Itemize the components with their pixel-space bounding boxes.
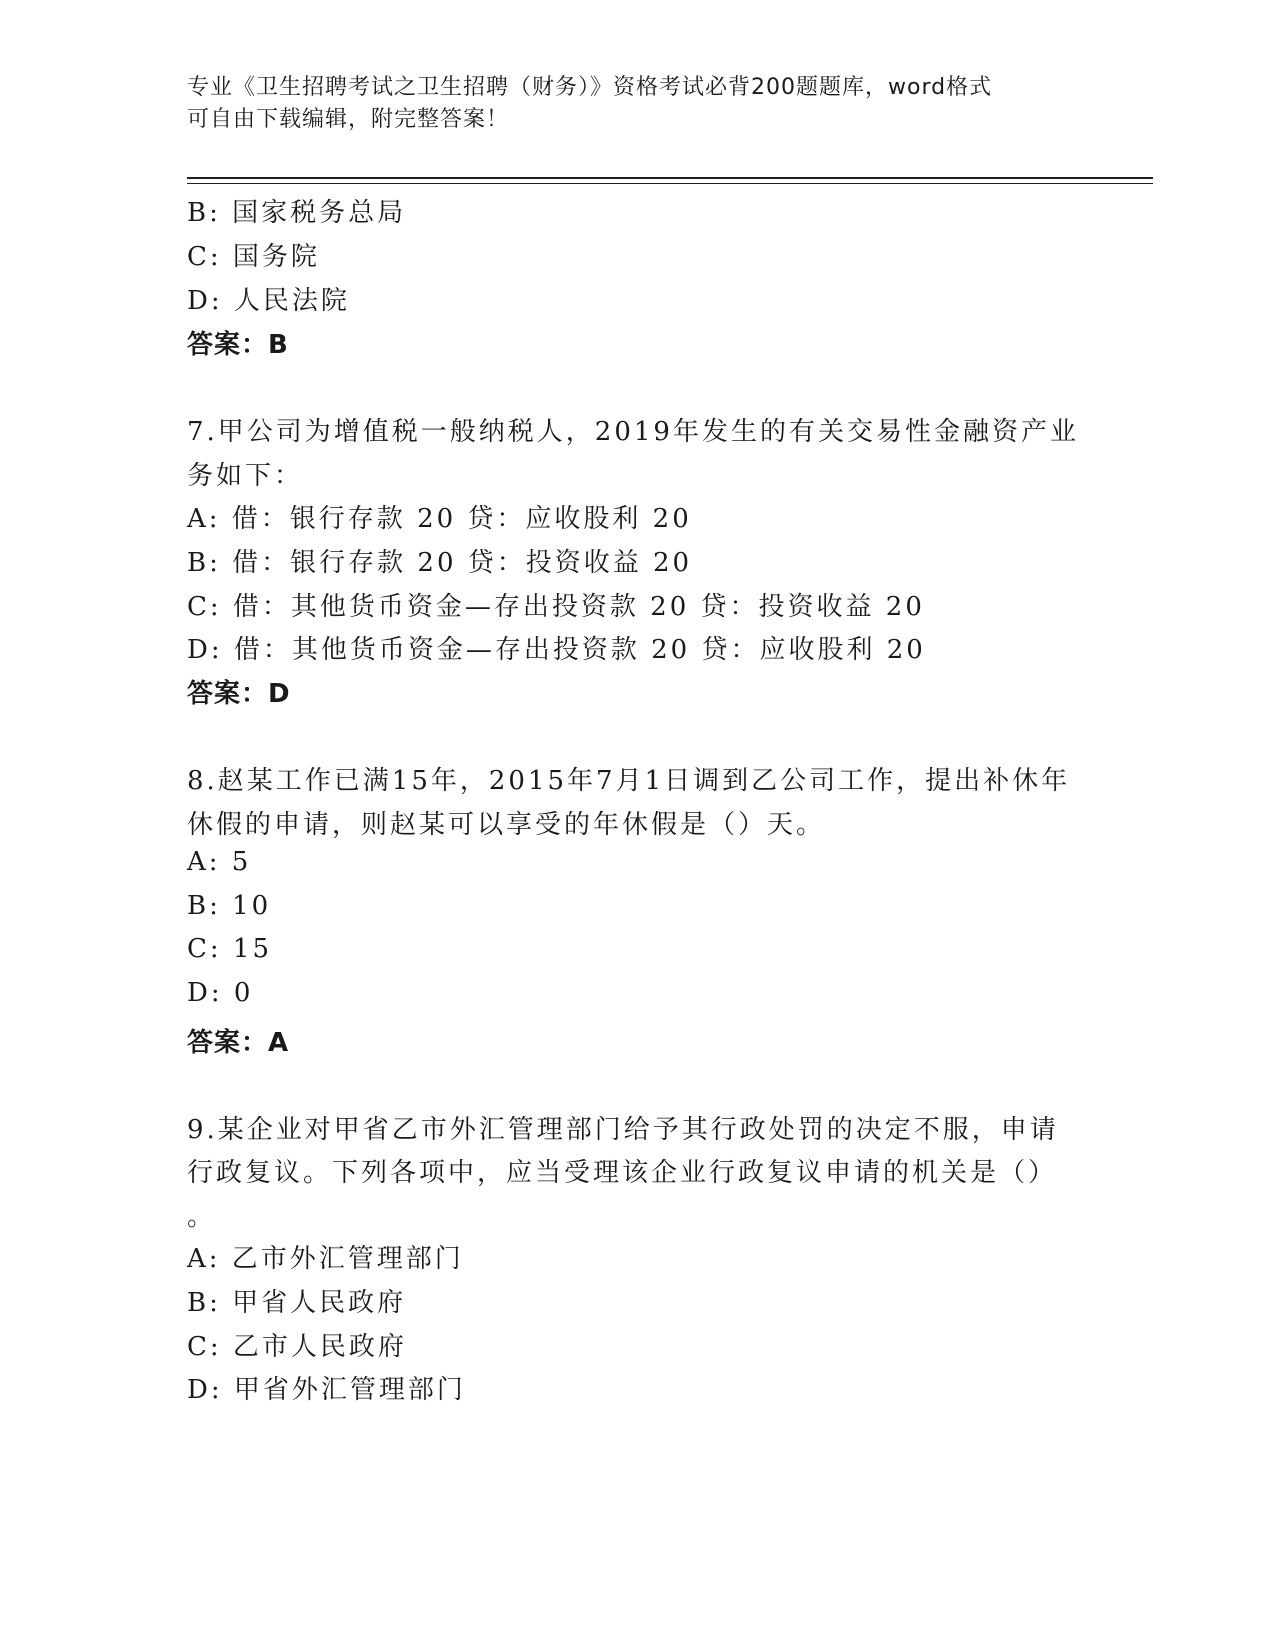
q8-answer: 答案：A	[187, 1028, 290, 1058]
q6-option-c: C: 国务院	[187, 242, 320, 272]
q9-option-b: B: 甲省人民政府	[187, 1288, 407, 1318]
q8-stem-line-1: 8.赵某工作已满15年，2015年7月1日调到乙公司工作，提出补休年	[187, 766, 1071, 796]
q6-option-b: B: 国家税务总局	[187, 198, 407, 228]
q9-option-d: D: 甲省外汇管理部门	[187, 1375, 466, 1405]
q8-option-d: D: 0	[187, 978, 254, 1008]
document-header	[187, 72, 1067, 136]
q8-stem-line-2: 休假的申请，则赵某可以享受的年休假是（）天。	[187, 810, 826, 840]
q9-option-a: A: 乙市外汇管理部门	[187, 1244, 464, 1274]
q7-option-c: C: 借：其他货币资金—存出投资款 20 贷：投资收益 20	[187, 592, 925, 622]
q9-stem-line-1: 9.某企业对甲省乙市外汇管理部门给予其行政处罚的决定不服，申请	[187, 1115, 1059, 1145]
q7-stem-line-2: 务如下：	[187, 461, 304, 491]
q8-option-c: C: 15	[187, 934, 273, 964]
q8-option-a: A: 5	[187, 847, 252, 877]
q9-stem-line-3: 。	[187, 1202, 217, 1232]
q8-option-b: B: 10	[187, 891, 272, 921]
header-title-line-2: 可自由下载编辑，附完整答案！	[187, 107, 510, 132]
q9-stem-line-2: 行政复议。下列各项中，应当受理该企业行政复议申请的机关是（）	[187, 1158, 1058, 1188]
q7-option-a: A: 借：银行存款 20 贷：应收股利 20	[187, 504, 692, 534]
q7-option-d: D: 借：其他货币资金—存出投资款 20 贷：应收股利 20	[187, 635, 926, 665]
header-divider-thick	[187, 177, 1153, 179]
q7-answer: 答案：D	[187, 679, 291, 709]
header-title-line-1: 专业《卫生招聘考试之卫生招聘（财务）》资格考试必背200题题库，word格式	[187, 75, 993, 100]
q7-option-b: B: 借：银行存款 20 贷：投资收益 20	[187, 548, 693, 578]
header-divider-thin	[187, 183, 1153, 184]
q6-option-d: D: 人民法院	[187, 286, 350, 316]
q7-stem-line-1: 7.甲公司为增值税一般纳税人，2019年发生的有关交易性金融资产业	[187, 417, 1079, 447]
q9-option-c: C: 乙市人民政府	[187, 1332, 407, 1362]
q6-answer: 答案：B	[187, 330, 289, 360]
